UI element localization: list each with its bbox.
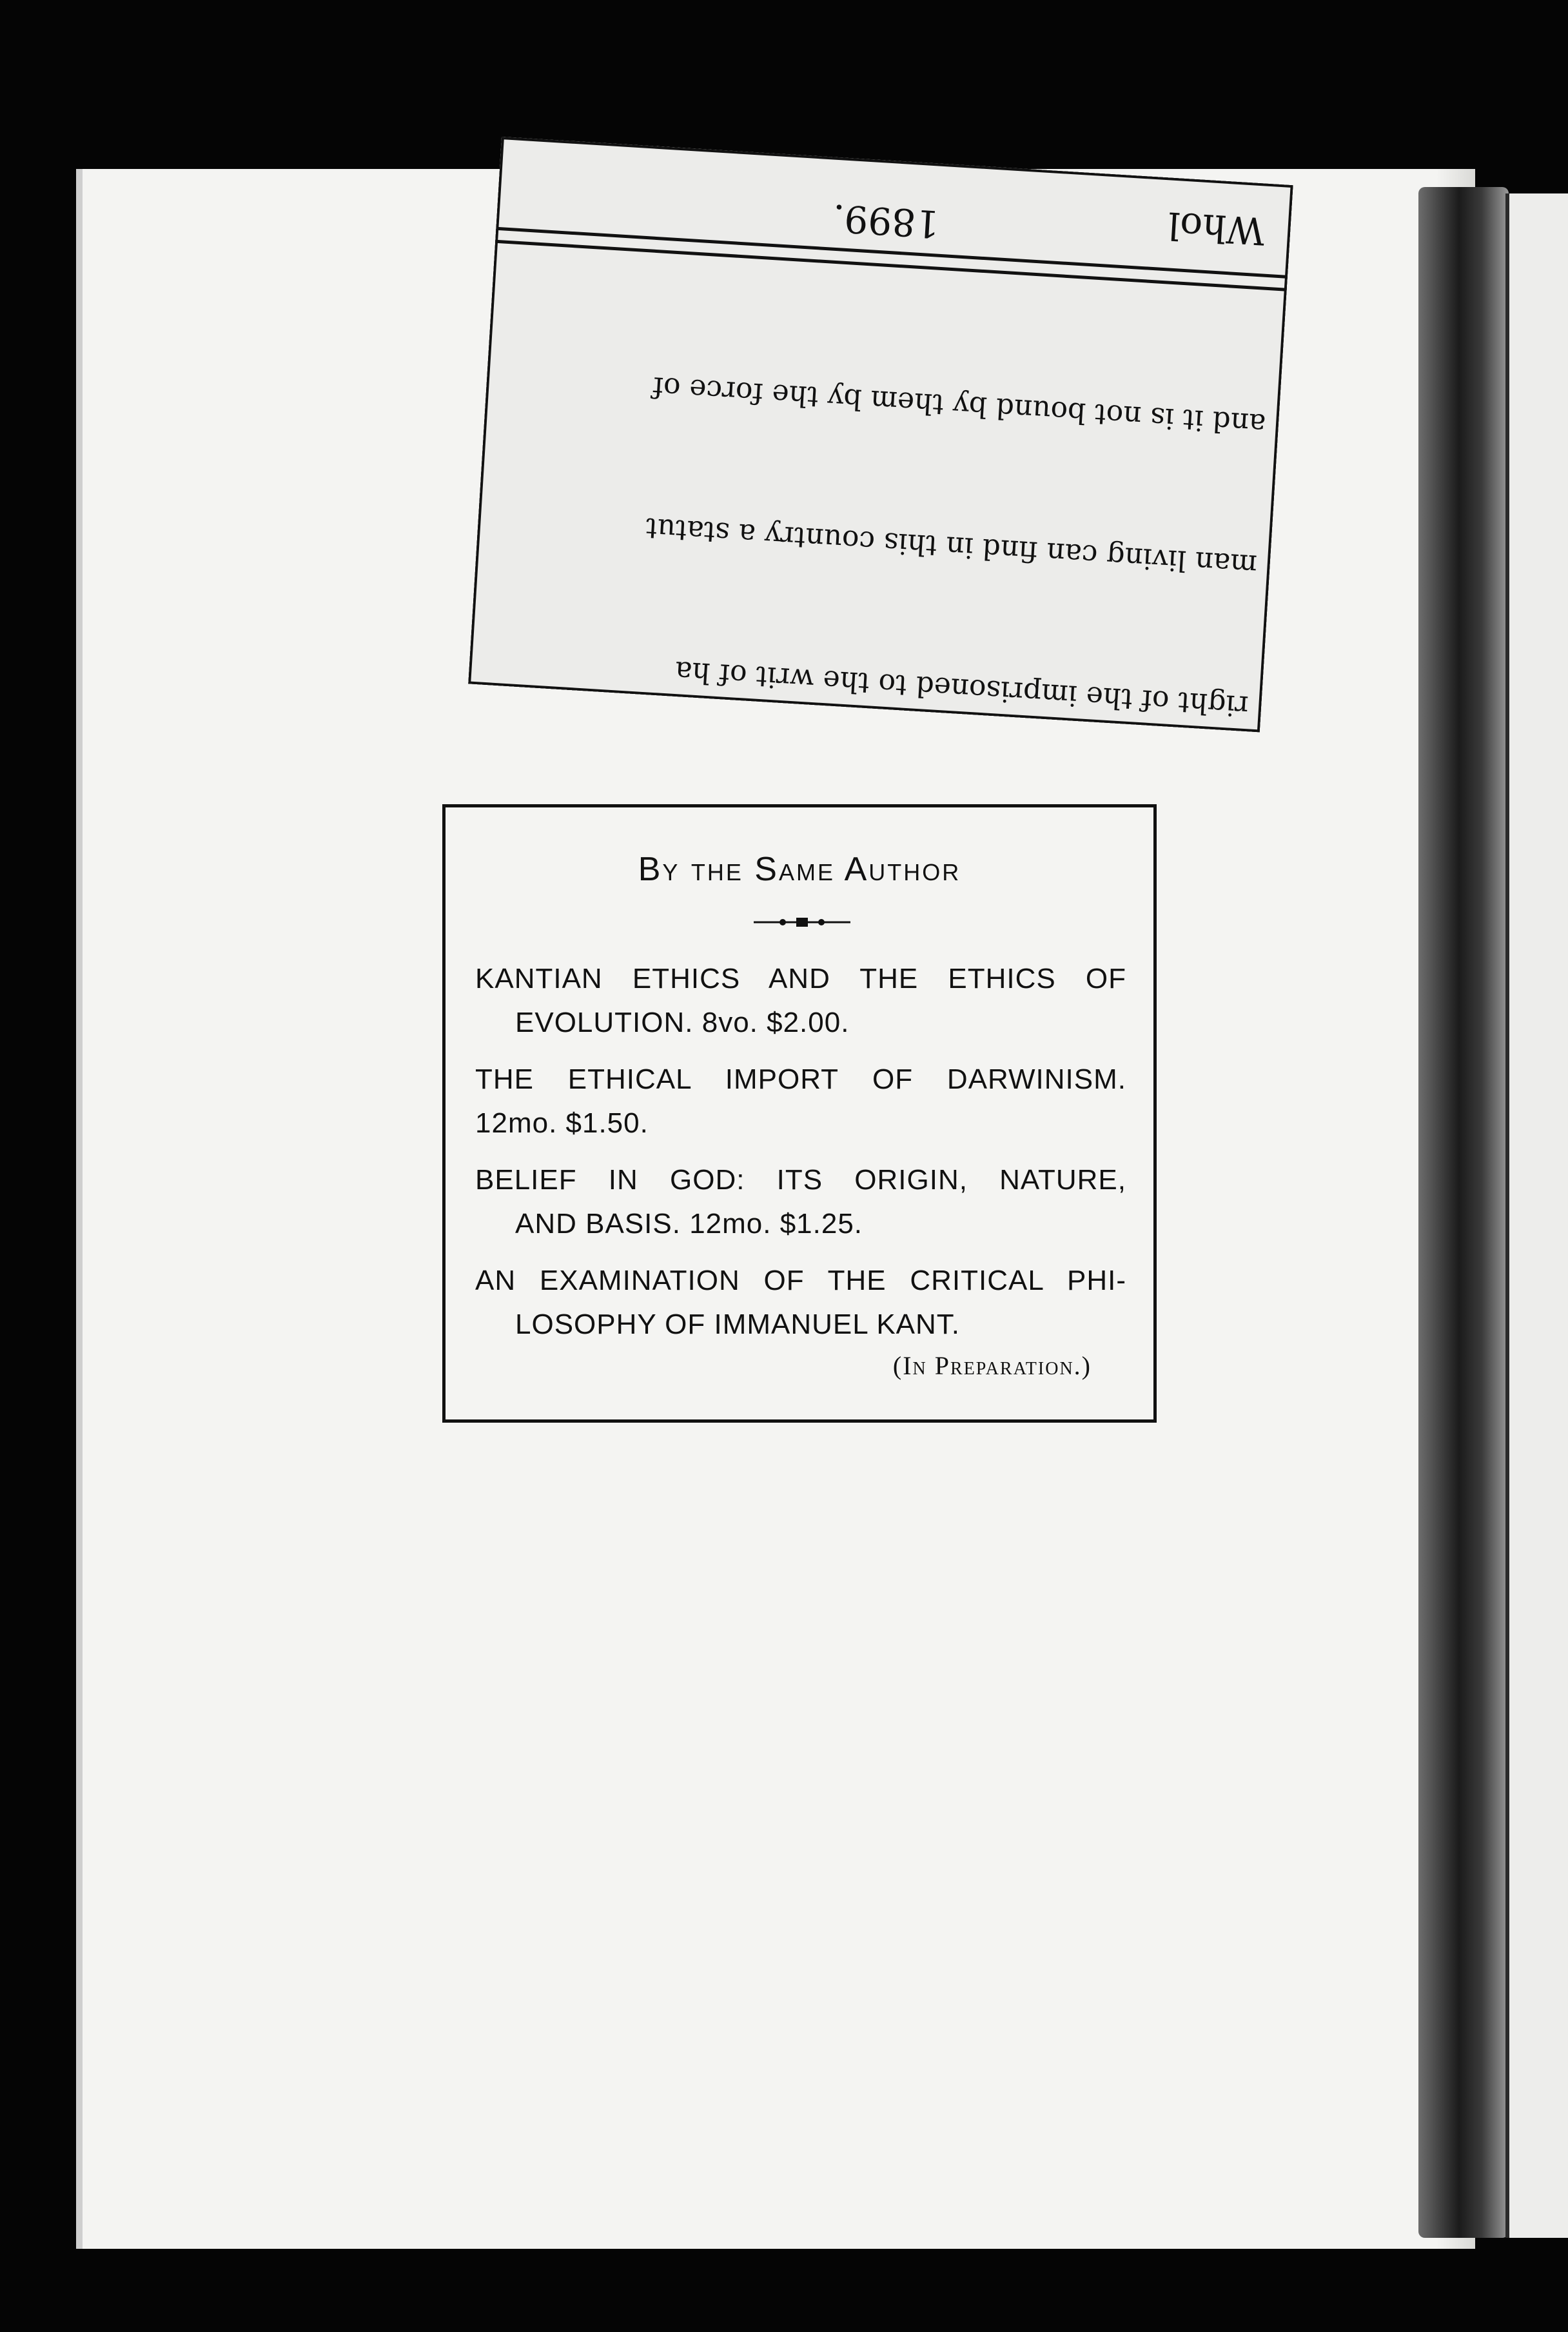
book-entry <box>475 1158 1126 1246</box>
book-title: KANTIAN ETHICS AND THE ETHICS OF <box>475 963 1126 994</box>
preparation-note: (In Preparation.) <box>892 1351 1092 1380</box>
clipping-line: and it is not bound by them by the force of <box>652 370 1267 441</box>
book-details: LOSOPHY OF IMMANUEL KANT. <box>515 1309 961 1340</box>
newspaper-clipping <box>468 137 1293 733</box>
book-details: AND BASIS. 12mo. $1.25. <box>515 1208 863 1240</box>
book-details: EVOLUTION. 8vo. $2.00. <box>515 1007 850 1038</box>
facing-page-edge <box>1505 193 1568 2238</box>
clipping-line: right of the imprisoned to the writ of ha <box>674 655 1250 723</box>
clipping-text <box>468 260 1273 732</box>
book-entry <box>475 957 1126 1045</box>
ad-title: By the Same Author <box>638 851 961 888</box>
clipping-footer-left: Whol <box>1166 203 1266 253</box>
book-title: THE ETHICAL IMPORT OF DARWINISM. <box>475 1063 1126 1095</box>
book-title: AN EXAMINATION OF THE CRITICAL PHI- <box>475 1265 1126 1296</box>
clipping-footer-right: 1899. <box>831 195 941 246</box>
clipping-line: man living can find in this country a statut <box>645 511 1259 582</box>
book-entry <box>475 1058 1126 1145</box>
book-entry <box>475 1259 1126 1347</box>
book-details: 12mo. $1.50. <box>475 1107 649 1139</box>
book-title: BELIEF IN GOD: ITS ORIGIN, NATURE, <box>475 1164 1126 1196</box>
ornament-divider <box>754 914 850 930</box>
book-spine <box>1418 187 1509 2238</box>
advertisement-box <box>442 804 1157 1423</box>
